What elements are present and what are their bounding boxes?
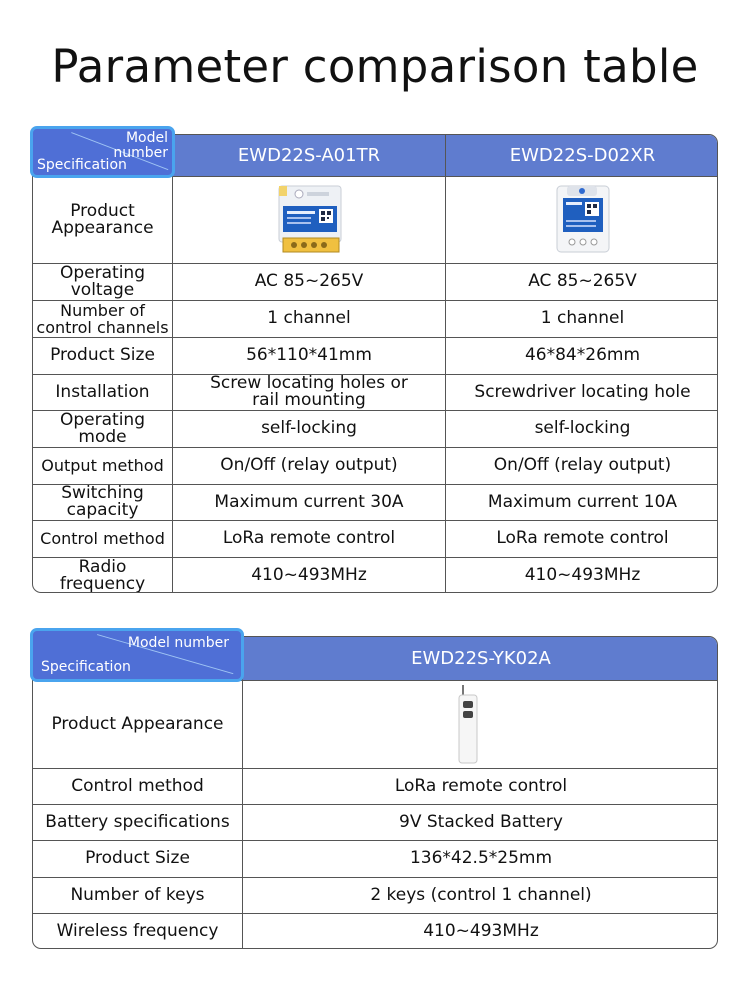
- cell-d02xr-frequency: 410~493MHz: [524, 565, 641, 585]
- cell-a01tr-control: LoRa remote control: [222, 528, 396, 548]
- cell-yk02a-keys: 2 keys (control 1 channel): [370, 884, 592, 905]
- row-label-channels: Number of control channels: [36, 300, 169, 337]
- row-label-capacity: Switching capacity: [61, 483, 144, 520]
- row-label-voltage: Operating voltage: [60, 262, 145, 300]
- cell-a01tr-voltage: AC 85~265V: [254, 271, 364, 291]
- row-label-installation: Installation: [55, 381, 150, 402]
- row-label-wireless: Wireless frequency: [56, 921, 219, 941]
- corner-label-model: Model number: [127, 635, 229, 651]
- cell-d02xr-channels: 1 channel: [540, 308, 625, 328]
- cell-a01tr-mode: self-locking: [261, 418, 357, 438]
- cell-a01tr-capacity: Maximum current 30A: [214, 491, 404, 512]
- model-header-a01tr: EWD22S-A01TR: [237, 145, 381, 166]
- cell-d02xr-capacity: Maximum current 10A: [487, 491, 678, 512]
- cell-d02xr-control: LoRa remote control: [496, 528, 669, 548]
- cell-d02xr-voltage: AC 85~265V: [528, 271, 637, 291]
- corner-header-table-2: [30, 628, 244, 682]
- cell-a01tr-output: On/Off (relay output): [220, 455, 398, 475]
- product-image-a01tr: [273, 182, 347, 256]
- row-label-size: Product Size: [85, 848, 190, 868]
- row-label-appearance: Product Appearance: [51, 200, 154, 238]
- model-header-d02xr: EWD22S-D02XR: [509, 145, 656, 166]
- cell-d02xr-installation: Screwdriver locating hole: [474, 381, 691, 402]
- product-image-remote: [453, 683, 483, 765]
- row-label-control: Control method: [40, 529, 165, 548]
- cell-yk02a-wireless: 410~493MHz: [423, 921, 539, 941]
- row-label-output: Output method: [41, 456, 164, 475]
- cell-a01tr-frequency: 410~493MHz: [251, 565, 367, 585]
- product-image-d02xr: [553, 182, 613, 256]
- comparison-table-2: [32, 636, 718, 949]
- row-label-frequency: Radio frequency: [59, 556, 146, 593]
- corner-label-model: Model number: [113, 130, 168, 161]
- page-title: Parameter comparison table: [51, 40, 699, 93]
- cell-d02xr-size: 46*84*26mm: [524, 345, 640, 365]
- row-label-appearance: Product Appearance: [51, 713, 224, 734]
- cell-yk02a-battery: 9V Stacked Battery: [399, 811, 563, 832]
- cell-yk02a-size: 136*42.5*25mm: [409, 848, 553, 868]
- cell-a01tr-installation: Screw locating holes or rail mounting: [210, 373, 408, 410]
- corner-label-specification: Specification: [41, 659, 131, 675]
- comparison-table-1: [32, 134, 718, 593]
- cell-d02xr-output: On/Off (relay output): [493, 455, 672, 475]
- row-label-control: Control method: [71, 775, 204, 796]
- corner-label-specification: Specification: [37, 157, 127, 173]
- row-label-mode: Operating mode: [60, 409, 145, 447]
- model-header-yk02a: EWD22S-YK02A: [411, 648, 551, 669]
- row-label-size: Product Size: [50, 345, 155, 365]
- row-label-battery: Battery specifications: [45, 811, 230, 832]
- cell-yk02a-control: LoRa remote control: [394, 775, 568, 796]
- cell-a01tr-size: 56*110*41mm: [246, 345, 372, 365]
- cell-d02xr-mode: self-locking: [534, 418, 631, 438]
- corner-header-table-1: [30, 126, 175, 178]
- row-label-keys: Number of keys: [70, 884, 205, 905]
- cell-a01tr-channels: 1 channel: [267, 308, 351, 328]
